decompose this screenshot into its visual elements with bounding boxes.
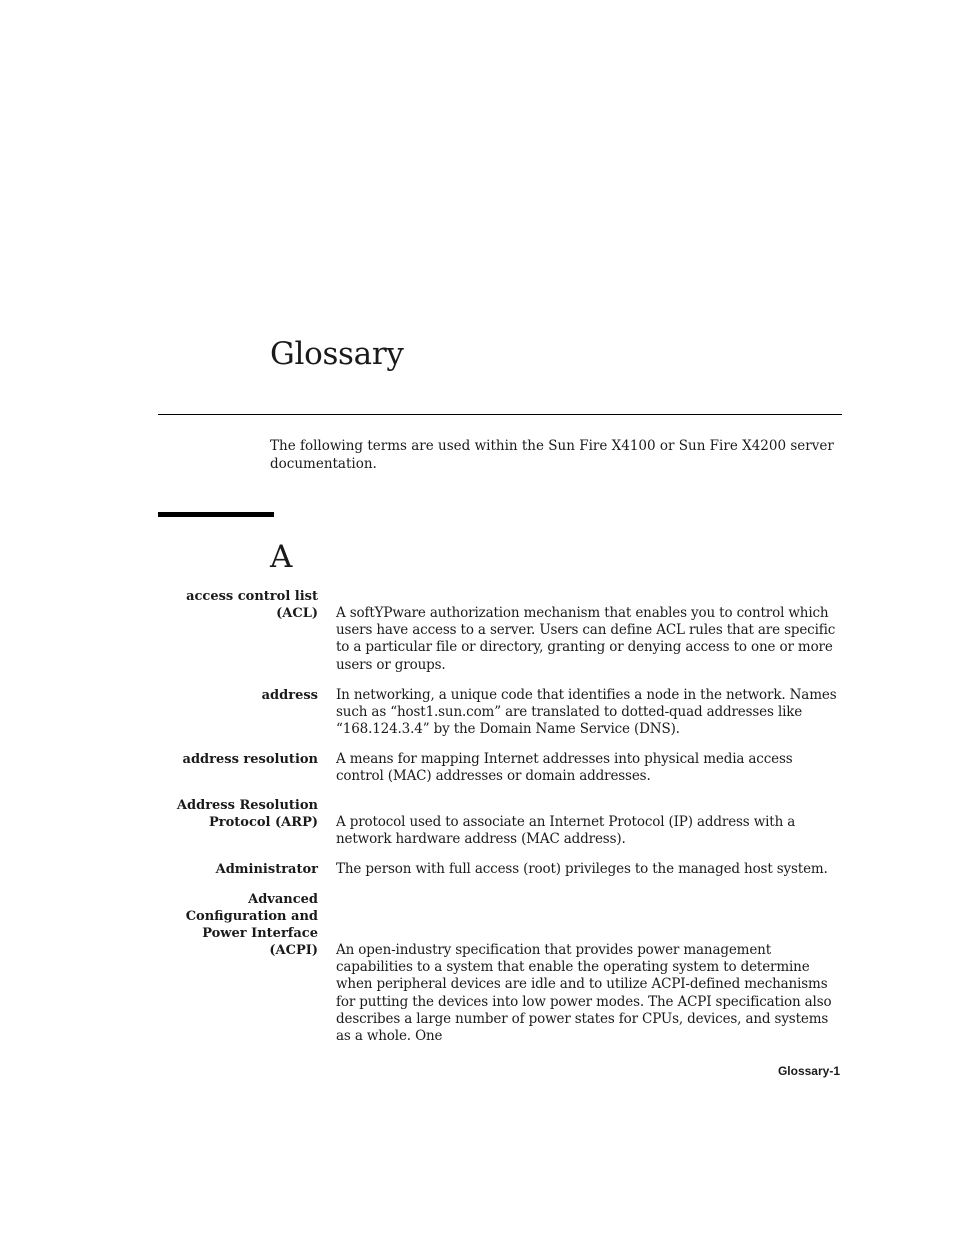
glossary-definition: A protocol used to associate an Internet Protocol (IP) address with a network hardware address (MAC address).: [336, 814, 796, 848]
glossary-definition: An open-industry specification that provides power management capabilities to a system that enable the operating system to determine when peripheral devices are idle and to utilize ACPI-defined mechanisms for putting the devices into low power modes. The ACPI specification also describes a large number of power states for CPUs, devices, and systems as a whole. One: [336, 942, 832, 1045]
glossary-definition: In networking, a unique code that identifies a node in the network. Names such as “host1.sun.com” are translated to dotted-quad addresses like “168.124.3.4” by the Domain Name Service (DNS).: [336, 687, 837, 738]
glossary-definition: A means for mapping Internet addresses into physical media access control (MAC) addresses or domain addresses.: [336, 751, 793, 785]
section-divider-bar: [158, 512, 274, 517]
intro-paragraph: The following terms are used within the Sun Fire X4100 or Sun Fire X4200 server documentation.: [270, 438, 834, 472]
title-divider: [158, 414, 842, 415]
page-number: Glossary-1: [777, 1064, 840, 1078]
glossary-definition: A softYPware authorization mechanism that enables you to control which users have access to a server. Users can define ACL rules that are specific to a particular file or directory, granting or denying access to one or more users or groups.: [336, 605, 836, 673]
glossary-definition: The person with full access (root) privileges to the managed host system.: [336, 861, 828, 877]
glossary-term: Administrator: [215, 862, 318, 877]
glossary-term: Advanced Configuration and Power Interface (ACPI): [185, 892, 318, 958]
glossary-term: address: [261, 688, 318, 703]
page-title: Glossary: [270, 336, 404, 372]
glossary-term: access control list (ACL): [186, 589, 318, 621]
section-heading-a: A: [270, 539, 293, 575]
glossary-term: address resolution: [182, 752, 318, 767]
glossary-term: Address Resolution Protocol (ARP): [176, 798, 318, 830]
